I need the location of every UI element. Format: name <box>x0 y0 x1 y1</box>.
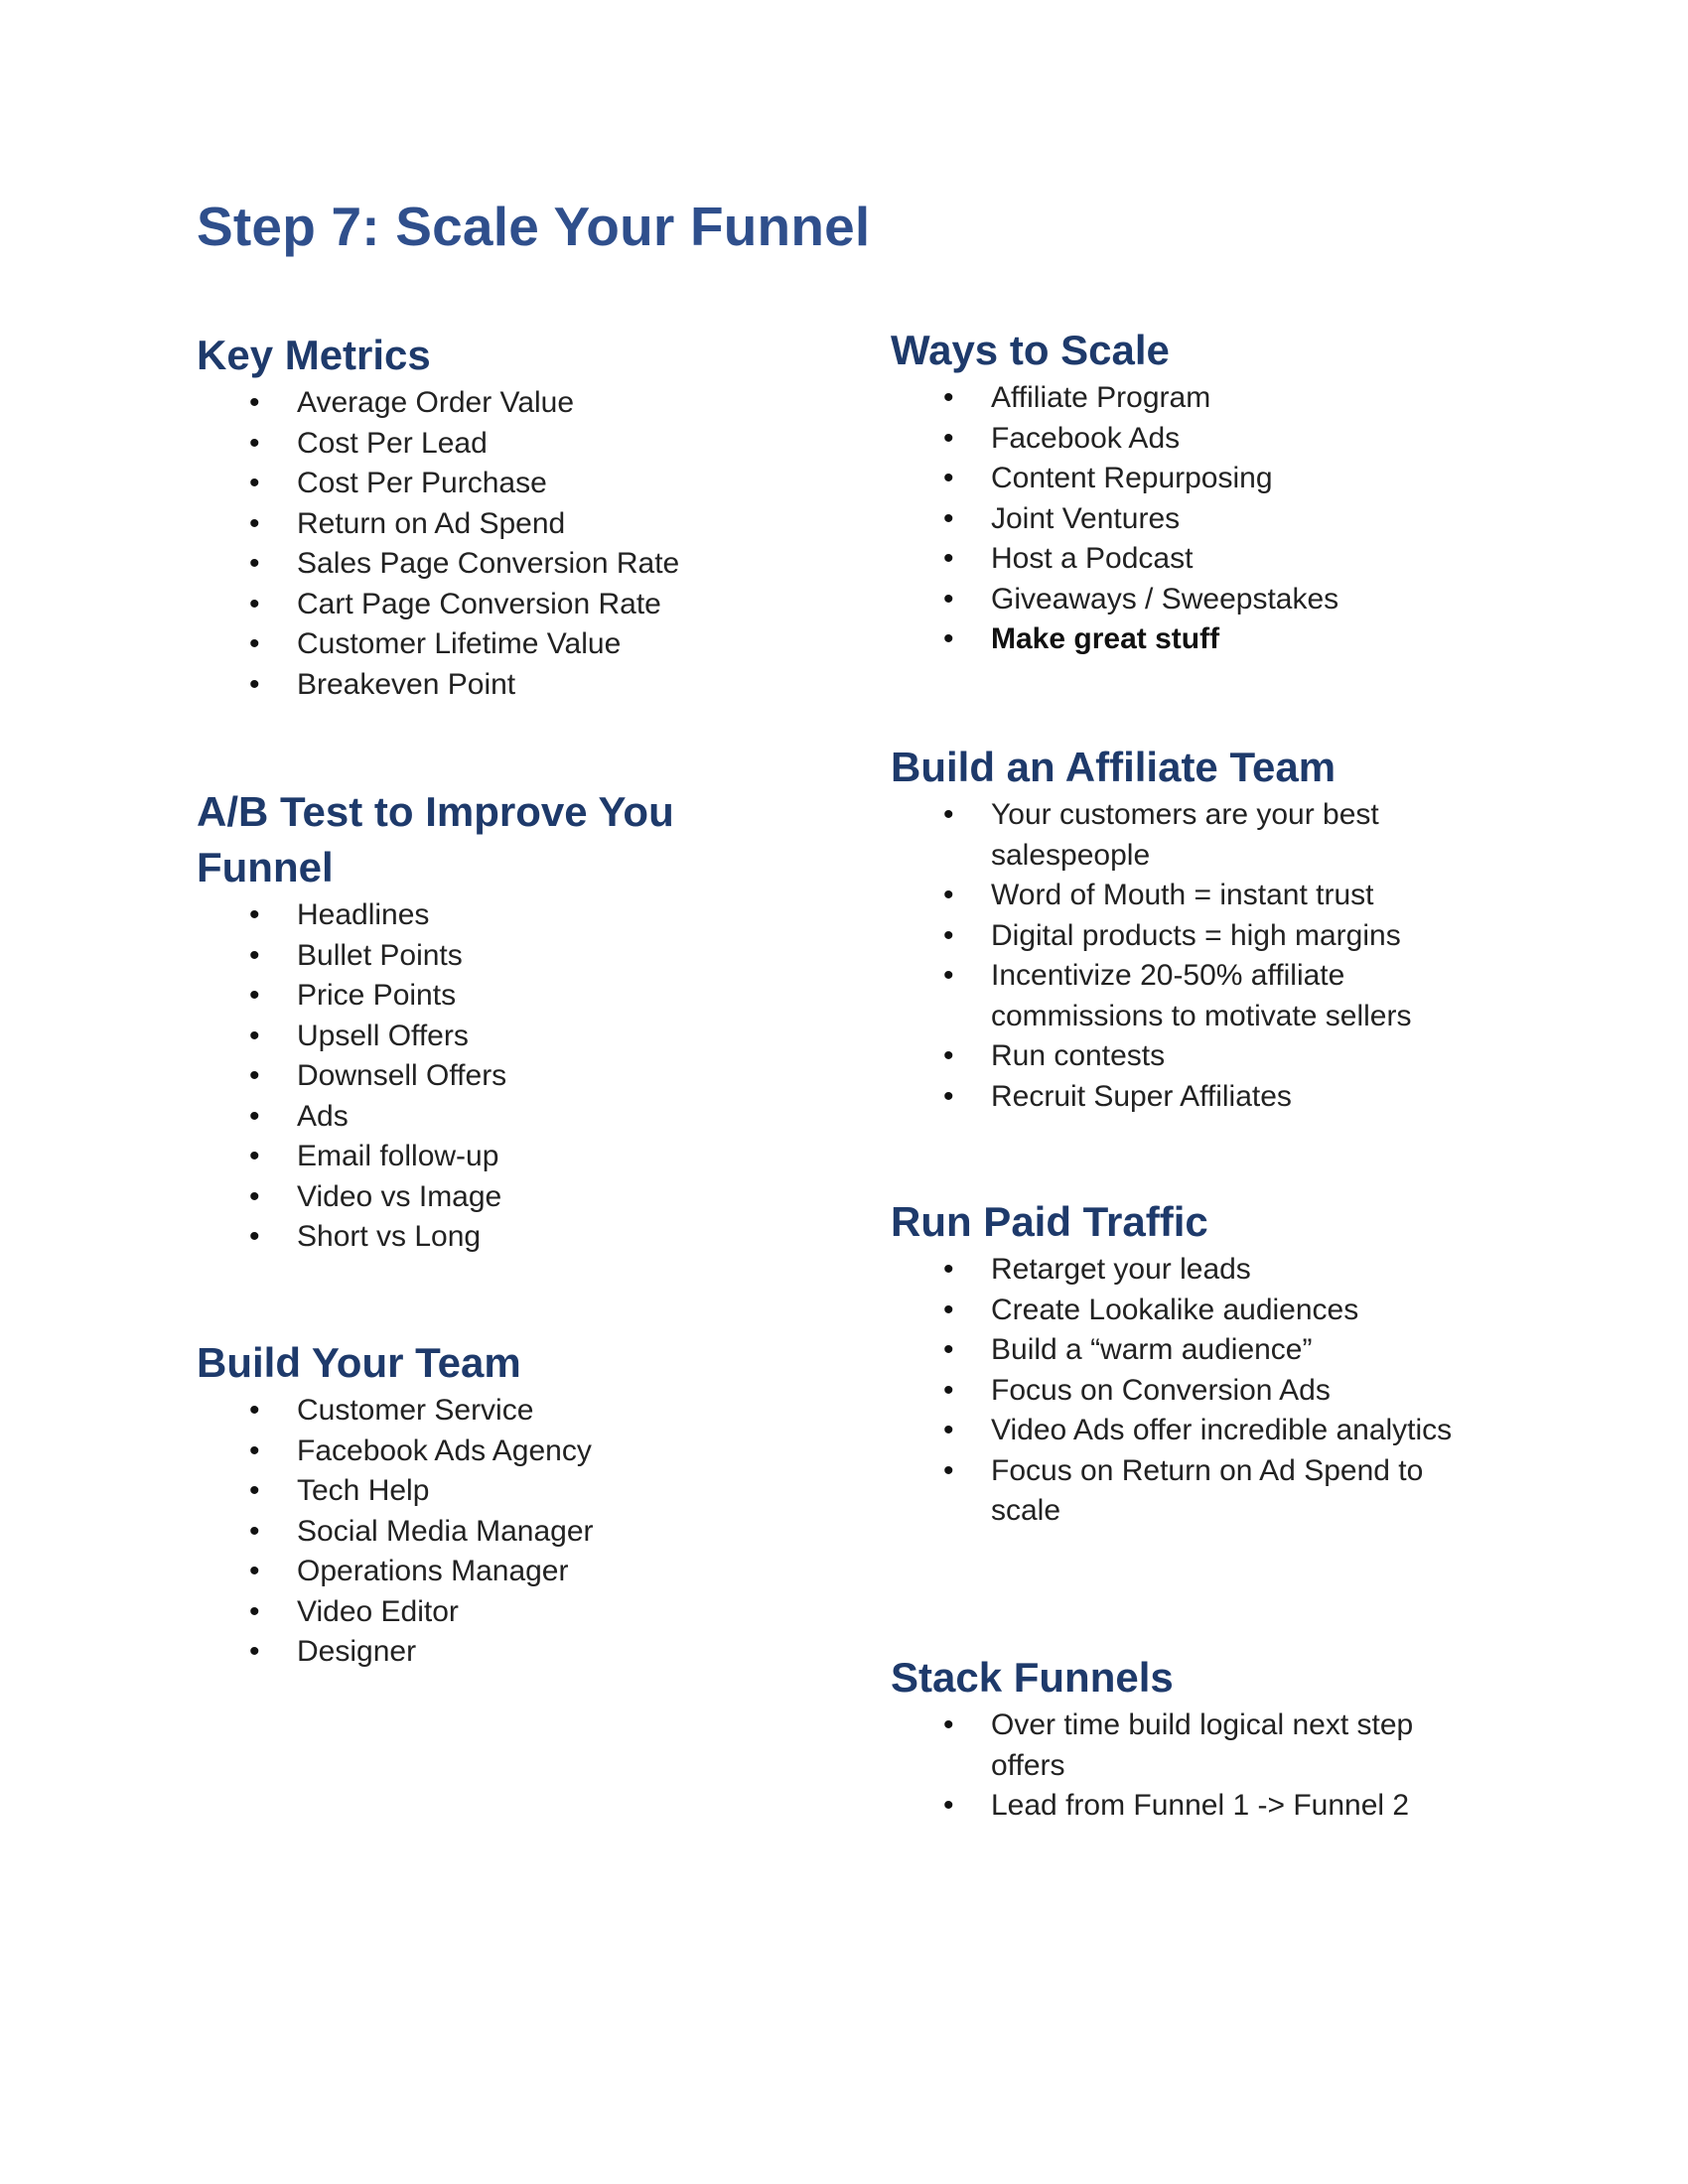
affiliate-team-list <box>891 795 1486 1117</box>
ways-to-scale-list <box>891 378 1486 660</box>
bullet-icon: • <box>943 879 954 911</box>
list-item: • Incentivize 20-50% affiliate commissions to motivate sellers <box>891 956 1486 1036</box>
key-metrics-list <box>197 383 792 705</box>
list-item: • Affiliate Program <box>891 378 1486 419</box>
list-item: • Cost Per Purchase <box>197 464 792 504</box>
list-item: • Joint Ventures <box>891 499 1486 540</box>
bullet-icon: • <box>249 938 260 972</box>
bullet-icon: • <box>249 667 260 701</box>
bullet-icon: • <box>249 979 260 1012</box>
paid-traffic-section <box>891 1194 1486 1532</box>
list-item: • Giveaways / Sweepstakes <box>891 580 1486 620</box>
list-item: • Short vs Long <box>197 1217 792 1258</box>
list-item: • Upsell Offers <box>197 1017 792 1057</box>
list-item: • Breakeven Point <box>197 665 792 706</box>
bullet-icon: • <box>943 798 954 831</box>
bullet-icon: • <box>943 1333 954 1366</box>
key-metrics-heading: Key Metrics <box>197 332 431 378</box>
list-item: • Social Media Manager <box>197 1512 792 1553</box>
list-item: • Facebook Ads Agency <box>197 1432 792 1472</box>
paid-traffic-heading: Run Paid Traffic <box>891 1198 1208 1245</box>
list-item: • Lead from Funnel 1 -> Funnel 2 <box>891 1786 1486 1827</box>
bullet-icon: • <box>943 1708 954 1741</box>
list-item: • Average Order Value <box>197 383 792 424</box>
key-metrics-section <box>197 328 792 705</box>
bullet-icon: • <box>249 547 260 580</box>
bullet-icon: • <box>943 1079 954 1113</box>
list-item: • Video Ads offer incredible analytics <box>891 1411 1486 1451</box>
list-item: • Digital products = high margins <box>891 916 1486 957</box>
bullet-icon: • <box>943 1373 954 1407</box>
bullet-icon: • <box>943 542 954 575</box>
list-item: • Operations Manager <box>197 1552 792 1592</box>
bullet-icon: • <box>249 1059 260 1092</box>
affiliate-team-section <box>891 740 1486 1117</box>
list-item: • Price Points <box>197 976 792 1017</box>
bullet-icon: • <box>943 1253 954 1286</box>
bullet-icon: • <box>249 1179 260 1213</box>
build-team-list <box>197 1391 792 1673</box>
bullet-icon: • <box>249 1433 260 1467</box>
list-item: • Headlines <box>197 895 792 936</box>
bullet-icon: • <box>943 1789 954 1822</box>
list-item: • Over time build logical next step offers <box>891 1706 1486 1786</box>
bullet-icon: • <box>249 1140 260 1172</box>
stack-funnels-heading: Stack Funnels <box>891 1654 1174 1701</box>
list-item: • Focus on Return on Ad Spend to scale <box>891 1451 1486 1532</box>
bullet-icon: • <box>249 898 260 931</box>
build-team-heading: Build Your Team <box>197 1339 521 1386</box>
bullet-icon: • <box>249 386 260 419</box>
stack-funnels-list <box>891 1706 1486 1827</box>
affiliate-team-heading: Build an Affiliate Team <box>891 744 1336 790</box>
list-item: • Customer Lifetime Value <box>197 624 792 665</box>
list-item: • Your customers are your best salespeople <box>891 795 1486 876</box>
ab-test-heading-line1: A/B Test to Improve You <box>197 788 674 835</box>
bullet-icon: • <box>249 1394 260 1427</box>
bullet-icon: • <box>249 1594 260 1628</box>
list-item: • Cart Page Conversion Rate <box>197 585 792 625</box>
list-item: • Retarget your leads <box>891 1250 1486 1291</box>
list-item: • Email follow-up <box>197 1137 792 1177</box>
list-item: • Make great stuff <box>891 619 1486 660</box>
bullet-icon: • <box>249 426 260 460</box>
paid-traffic-list <box>891 1250 1486 1532</box>
list-item: • Downsell Offers <box>197 1056 792 1097</box>
bullet-icon: • <box>249 1514 260 1548</box>
stack-funnels-section <box>891 1650 1486 1827</box>
list-item: • Create Lookalike audiences <box>891 1291 1486 1331</box>
list-item: • Word of Mouth = instant trust <box>891 876 1486 916</box>
bullet-icon: • <box>249 627 260 660</box>
page-title: Step 7: Scale Your Funnel <box>197 196 871 257</box>
list-item: • Bullet Points <box>197 936 792 977</box>
ab-test-heading-line2: Funnel <box>197 844 334 890</box>
bullet-icon: • <box>943 421 954 455</box>
bullet-icon: • <box>943 501 954 535</box>
list-item: • Build a “warm audience” <box>891 1330 1486 1371</box>
build-team-section <box>197 1335 792 1673</box>
bullet-icon: • <box>943 1293 954 1326</box>
ab-test-heading <box>197 784 792 895</box>
list-item: • Facebook Ads <box>891 419 1486 460</box>
ab-test-list <box>197 895 792 1258</box>
list-item: • Return on Ad Spend <box>197 504 792 545</box>
bullet-icon: • <box>249 467 260 499</box>
list-item: • Cost Per Lead <box>197 424 792 465</box>
bullet-icon: • <box>943 622 954 655</box>
list-item: • Content Repurposing <box>891 459 1486 499</box>
bullet-icon: • <box>943 1414 954 1446</box>
list-item: • Video vs Image <box>197 1177 792 1218</box>
list-item: • Ads <box>197 1097 792 1138</box>
bullet-icon: • <box>249 1635 260 1668</box>
list-item: • Recruit Super Affiliates <box>891 1077 1486 1118</box>
list-item: • Run contests <box>891 1036 1486 1077</box>
bullet-icon: • <box>249 1019 260 1052</box>
list-item: • Tech Help <box>197 1471 792 1512</box>
list-item: • Video Editor <box>197 1592 792 1633</box>
bullet-icon: • <box>249 587 260 620</box>
bullet-icon: • <box>943 1453 954 1487</box>
bullet-icon: • <box>943 1039 954 1072</box>
bullet-icon: • <box>943 381 954 414</box>
list-item: • Customer Service <box>197 1391 792 1432</box>
bullet-icon: • <box>943 462 954 494</box>
bullet-icon: • <box>249 1474 260 1507</box>
bullet-icon: • <box>943 959 954 992</box>
ab-test-section <box>197 784 792 1258</box>
list-item: • Host a Podcast <box>891 539 1486 580</box>
list-item: • Designer <box>197 1632 792 1673</box>
list-item: • Focus on Conversion Ads <box>891 1371 1486 1412</box>
bullet-icon: • <box>249 1555 260 1587</box>
bullet-icon: • <box>943 918 954 952</box>
list-item: • Sales Page Conversion Rate <box>197 544 792 585</box>
ways-to-scale-section <box>891 323 1486 660</box>
bullet-icon: • <box>249 1099 260 1133</box>
bullet-icon: • <box>943 582 954 615</box>
bullet-icon: • <box>249 1220 260 1253</box>
bullet-icon: • <box>249 506 260 540</box>
ways-to-scale-heading: Ways to Scale <box>891 327 1170 373</box>
